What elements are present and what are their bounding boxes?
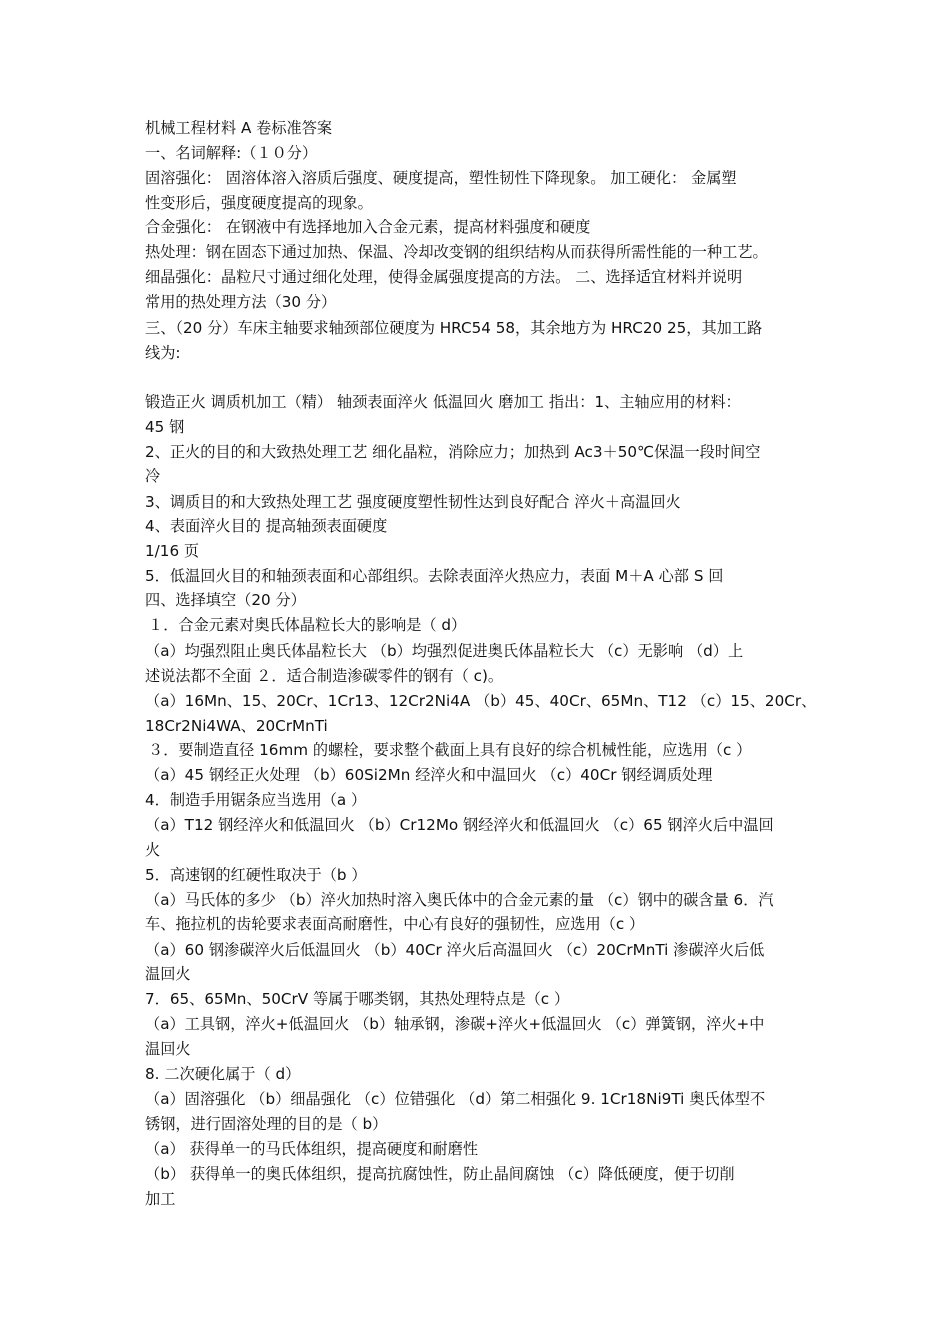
section-heading: 一、名词解释:（１０分） [145, 144, 318, 162]
section-heading: 四、选择填空（20 分） [145, 591, 306, 609]
text-line: 冷 [145, 467, 161, 485]
text-line: 锻造正火 调质机加工（精） 轴颈表面淬火 低温回火 磨加工 指出：1、主轴应用的材料： [145, 393, 741, 411]
question-line: ３．要制造直径 16mm 的螺栓，要求整个截面上具有良好的综合机械性能，应选用（c ） [148, 741, 752, 759]
text-line: 3、调质目的和大致热处理工艺 强度硬度塑性韧性达到良好配合 淬火＋高温回火 [145, 493, 681, 511]
question-line: 4．制造手用锯条应当选用（a ） [145, 791, 367, 809]
text-line: （a）工具钢，淬火+低温回火 （b）轴承钢，渗碳+淬火+低温回火 （c）弹簧钢，淬火+中 [145, 1015, 765, 1033]
question-line: 7．65、65Mn、50CrV 等属于哪类钢，其热处理特点是（c ） [145, 990, 570, 1008]
question-line: 5．高速钢的红硬性取决于（b ） [145, 866, 367, 884]
text-line: （a）45 钢经正火处理 （b）60Si2Mn 经淬火和中温回火 （c）40Cr 钢经调质处理 [145, 766, 713, 784]
text-line: 温回火 [145, 965, 191, 983]
text-line: （a）马氏体的多少 （b）淬火加热时溶入奥氏体中的合金元素的量 （c）钢中的碳含量 6．汽 [145, 891, 774, 909]
text-line: 火 [145, 841, 161, 859]
text-line: 45 钢 [145, 418, 185, 436]
page-number: 1/16 页 [145, 542, 200, 560]
text-line: （a）T12 钢经淬火和低温回火 （b）Cr12Mo 钢经淬火和低温回火 （c）65 钢淬火后中温回 [145, 816, 774, 834]
text-line: 合金强化： 在钢液中有选择地加入合金元素，提高材料强度和硬度 [145, 218, 591, 236]
text-line: 锈钢，进行固溶处理的目的是（ b） [145, 1115, 388, 1133]
text-line: 固溶强化： 固溶体溶入溶质后强度、硬度提高，塑性韧性下降现象。 加工硬化： 金属塑 [145, 169, 737, 187]
text-line: 车、拖拉机的齿轮要求表面高耐磨性，中心有良好的强韧性，应选用（c ） [145, 915, 645, 933]
question-line: １．合金元素对奥氏体晶粒长大的影响是（ d） [148, 616, 467, 634]
text-line: 5．低温回火目的和轴颈表面和心部组织。去除表面淬火热应力，表面 M＋A 心部 S 回 [145, 567, 724, 585]
text-line: （a）均强烈阻止奥氏体晶粒长大 （b）均强烈促进奥氏体晶粒长大 （c）无影响 （d）上 [145, 642, 744, 660]
document-title: 机械工程材料 A 卷标准答案 [145, 119, 333, 137]
question-line: 8. 二次硬化属于（ d） [145, 1065, 301, 1083]
text-line: 2、正火的目的和大致热处理工艺 细化晶粒，消除应力；加热到 Ac3＋50℃保温一段时间空 [145, 443, 761, 461]
text-line: （b） 获得单一的奥氏体组织，提高抗腐蚀性，防止晶间腐蚀 （c）降低硬度，便于切削 [145, 1165, 735, 1183]
text-line: 18Cr2Ni4WA、20CrMnTi [145, 717, 328, 735]
text-line: （a） 获得单一的马氏体组织，提高硬度和耐磨性 [145, 1140, 479, 1158]
text-line: （a）固溶强化 （b）细晶强化 （c）位错强化 （d）第二相强化 9. 1Cr18Ni9Ti 奥氏体型不 [145, 1090, 766, 1108]
text-line: （a）16Mn、15、20Cr、1Cr13、12Cr2Ni4A （b）45、40Cr、65Mn、T12 （c）15、20Cr、 [145, 692, 817, 710]
text-line: 热处理：钢在固态下通过加热、保温、冷却改变钢的组织结构从而获得所需性能的一种工艺。 [145, 243, 768, 261]
text-line: 述说法都不全面 ２．适合制造渗碳零件的钢有（ c)。 [145, 667, 504, 685]
text-line: 4、表面淬火目的 提高轴颈表面硬度 [145, 517, 388, 535]
text-line: 性变形后，强度硬度提高的现象。 [145, 194, 373, 212]
text-line: 细晶强化：晶粒尺寸通过细化处理，使得金属强度提高的方法。 二、选择适宜材料并说明 [145, 268, 743, 286]
text-line: 常用的热处理方法（30 分） [145, 293, 337, 311]
text-line: （a）60 钢渗碳淬火后低温回火 （b）40Cr 淬火后高温回火 （c）20CrMnTi 渗碳淬火后低 [145, 941, 765, 959]
text-line: 三、（20 分）车床主轴要求轴颈部位硬度为 HRC54 58，其余地方为 HRC20 25，其加工路 [145, 319, 763, 337]
text-line: 温回火 [145, 1040, 191, 1058]
text-line: 加工 [145, 1190, 176, 1208]
text-line: 线为: [145, 344, 181, 362]
